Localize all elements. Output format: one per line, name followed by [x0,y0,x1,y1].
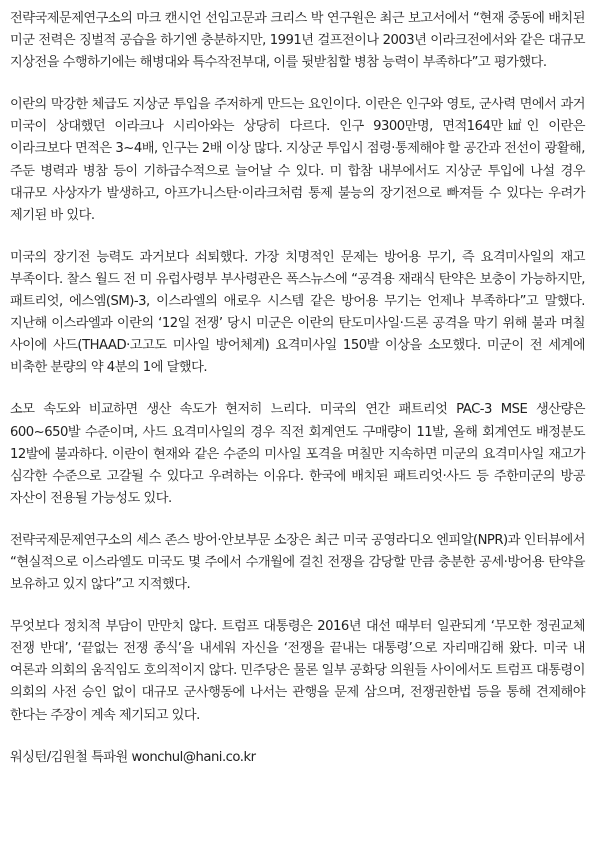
article-paragraph-3: 미국의 장기전 능력도 과거보다 쇠퇴했다. 가장 치명적인 문제는 방어용 무기, 즉 요격미사일의 재고 부족이다. 찰스 월드 전 미 유럽사령부 부사령관은 폭스뉴스에 “공격용 재래식 탄약은 보충이 가능하지만, 패트리엇, 에스엠(SM)-3, 이스라엘의 애로우 시스템 같은 방어용 무기는 언제나 부족하다”고 말했다. 지난해 이스라엘과 이란의 ‘12일 전쟁’ 당시 미군은 이란의 탄도미사일·드론 공격을 막기 위해 불과 며칠 사이에 사드(THAAD·고고도 미사일 방어체계) 요격미사일 150발 이상을 소모했다. 미군이 전 세계에 비축한 분량의 약 4분의 1에 달했다. [10,249,585,376]
article-byline: 워싱턴/김원철 특파원 wonchul@hani.co.kr [10,749,256,765]
article-paragraph-2: 이란의 막강한 체급도 지상군 투입을 주저하게 만드는 요인이다. 이란은 인구와 영토, 군사력 면에서 과거 미국이 상대했던 이라크나 시리아와는 상당히 다르다. 인구 9300만명, 면적164만㎢인 이란은 이라크보다 면적은 3~4배, 인구는 2배 이상 많다. 지상군 투입시 점령·통제해야 할 공간과 전선이 광활해, 주둔 병력과 병참 등이 기하급수적으로 늘어날 수 있다. 미 합참 내부에서도 지상군 투입에 나설 경우 대규모 사상자가 발생하고, 아프가니스탄·이라크처럼 통제 불능의 장기전으로 빠져들 수 있다는 우려가 제기된 바 있다. [10,97,585,223]
article-paragraph-1: 전략국제문제연구소의 마크 캔시언 선임고문과 크리스 박 연구원은 최근 보고서에서 “현재 중동에 배치된 미군 전력은 징벌적 공습을 하기엔 충분하지만, 1991년 걸프전이나 2003년 이라크전에서와 같은 대규모 지상전을 수행하기에는 해병대와 특수작전부대, 이를 뒷받침할 병참 능력이 부족하다”고 평가했다. [10,11,585,71]
article-paragraph-6: 무엇보다 정치적 부담이 만만치 않다. 트럼프 대통령은 2016년 대선 때부터 일관되게 ‘무모한 정권교체 전쟁 반대’, ‘끝없는 전쟁 종식’을 내세워 자신을 ‘전쟁을 끝내는 대통령’으로 자리매김해 왔다. 미국 내 여론과 의회의 움직임도 호의적이지 않다. 민주당은 물론 일부 공화당 의원들 사이에서도 트럼프 대통령이 의회의 사전 승인 없이 대규모 군사행동에 나서는 관행을 문제 삼으며, 전쟁권한법 등을 통해 견제해야 한다는 주장이 계속 제기되고 있다. [10,619,585,723]
article-paragraph-4: 소모 속도와 비교하면 생산 속도가 현저히 느리다. 미국의 연간 패트리엇 PAC-3 MSE 생산량은 600~650발 수준이며, 사드 요격미사일의 경우 직전 회계연도 구매량이 11발, 올해 회계연도 배정분도 12발에 불과하다. 이란이 현재와 같은 수준의 미사일 포격을 며칠만 지속하면 미군의 요격미사일 재고가 심각한 수준으로 고갈될 수 있다고 우려하는 이유다. 한국에 배치된 패트리엇·사드 등 주한미군의 방공 자산이 전용될 가능성도 있다. [10,402,585,506]
article-paragraph-5: 전략국제문제연구소의 세스 존스 방어·안보부문 소장은 최근 미국 공영라디오 엔피알(NPR)과 인터뷰에서 “현실적으로 이스라엘도 미국도 몇 주에서 수개월에 걸친 전쟁을 감당할 만큼 충분한 공세·방어용 탄약을 보유하고 있지 않다”고 지적했다. [10,532,585,593]
article-body [10,8,585,769]
